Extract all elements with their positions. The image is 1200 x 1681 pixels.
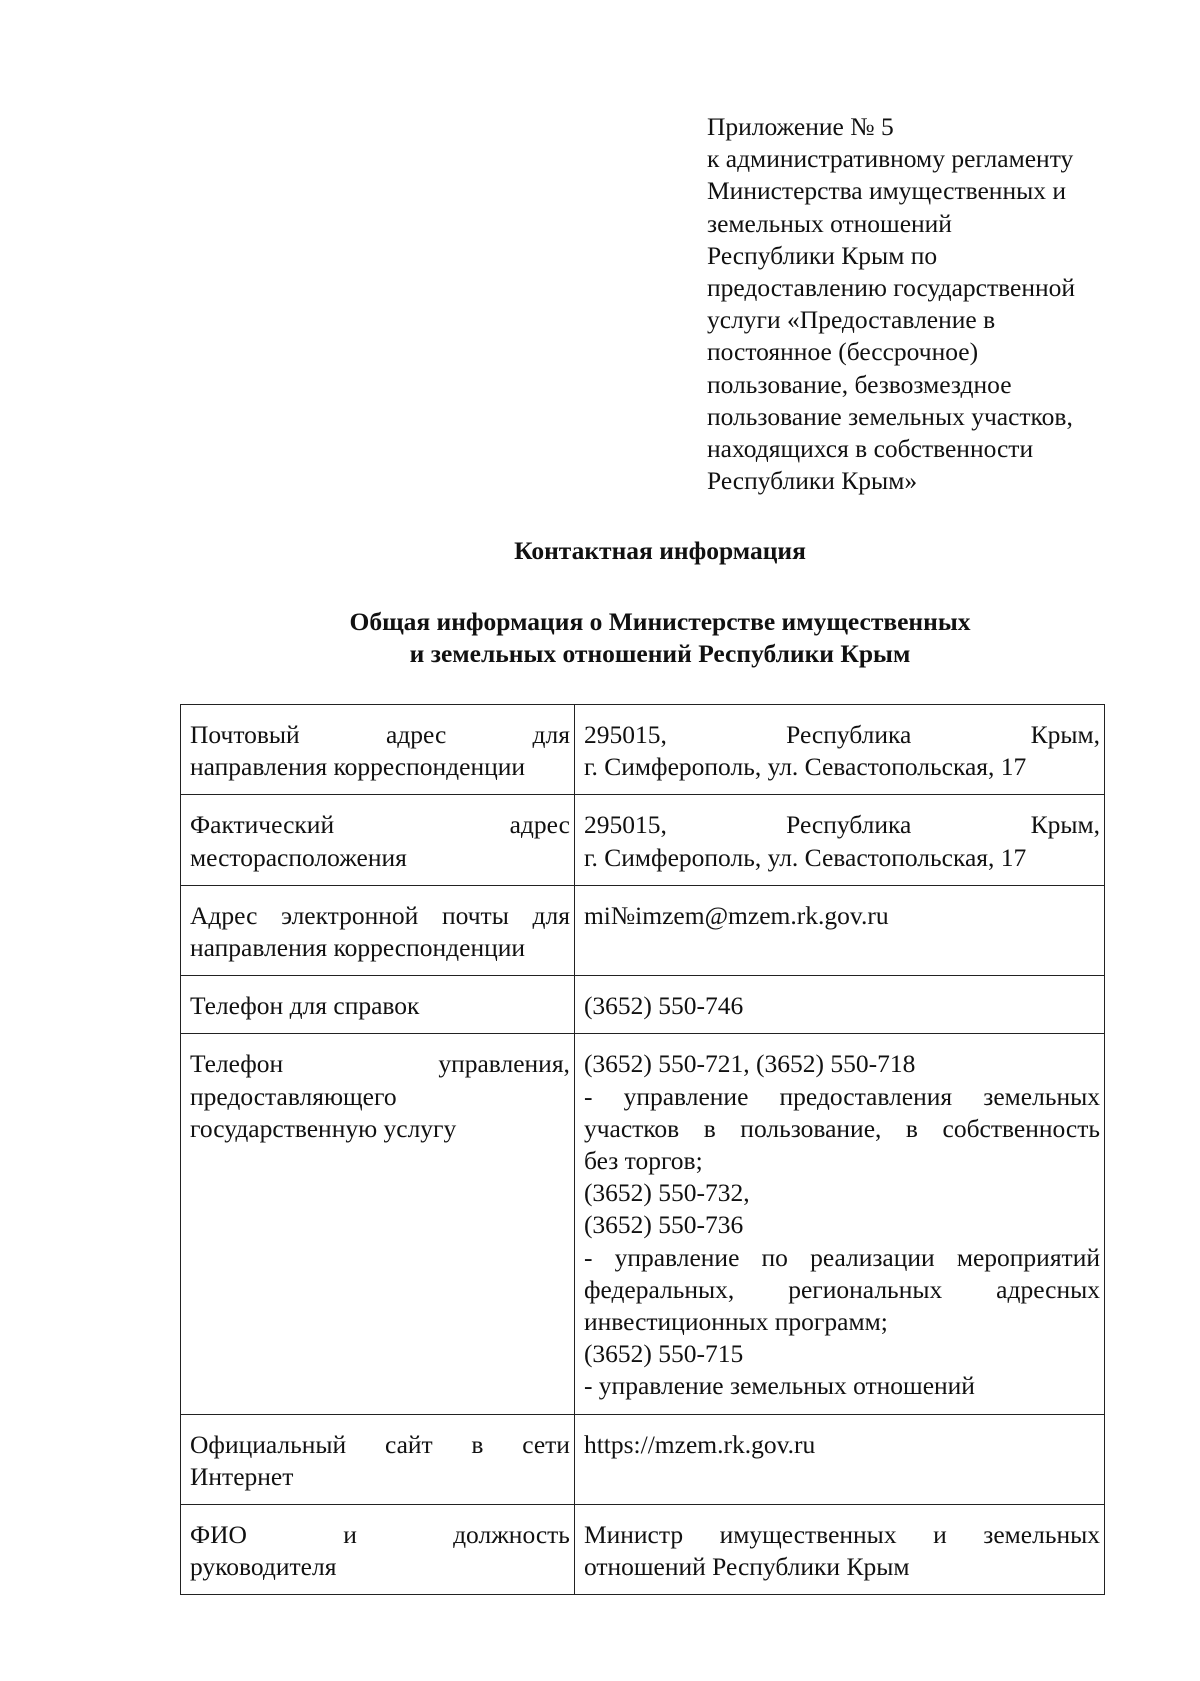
appendix-line: Министерства имущественных и	[707, 176, 1066, 206]
label-line: государственную услугу	[190, 1113, 457, 1143]
label-line: Интернет	[190, 1461, 294, 1491]
appendix-line: предоставлению государственной	[707, 273, 1076, 303]
value-line: - управление земельных отношений	[583, 1371, 975, 1401]
appendix-line: пользование земельных участков,	[707, 401, 1073, 431]
appendix-line: постоянное (бессрочное)	[707, 337, 979, 367]
value-line: - управление предоставления земельных	[583, 1081, 1100, 1111]
row-label	[181, 885, 575, 975]
document-subtitle	[0, 606, 1200, 670]
row-label	[181, 1034, 575, 1414]
row-value	[574, 1034, 1104, 1414]
subtitle-line-1: Общая информация о Министерстве имущественных	[349, 607, 971, 636]
email-value: mi№imzem@mzem.rk.gov.ru	[583, 900, 889, 930]
value-line: Министр имущественных и земельных	[583, 1520, 1100, 1550]
row-value	[574, 1414, 1104, 1504]
label-line: Адрес электронной почты для	[190, 900, 570, 930]
value-line: 295015, Республика Крым,	[583, 810, 1100, 840]
appendix-line: услуги «Предоставление в	[707, 305, 996, 335]
value-line: без торгов;	[583, 1146, 703, 1176]
value-line: (3652) 550-736	[583, 1210, 744, 1240]
label-line: Почтовый адрес для	[190, 720, 570, 749]
label-line: предоставляющего	[190, 1081, 397, 1111]
table-row-department-phones	[181, 1034, 1105, 1414]
table-row-head	[181, 1505, 1105, 1595]
subtitle-line-2: и земельных отношений Республики Крым	[409, 639, 911, 668]
appendix-header	[707, 111, 1127, 497]
table-row-website	[181, 1414, 1105, 1504]
row-value	[574, 705, 1104, 795]
label-line: Фактический адрес	[190, 810, 570, 840]
value-line: (3652) 550-732,	[583, 1178, 750, 1208]
table-row-email	[181, 885, 1105, 975]
appendix-line: к административному регламенту	[707, 144, 1074, 174]
table-row-phone-inquiries	[181, 976, 1105, 1034]
value-line: (3652) 550-715	[583, 1339, 744, 1369]
row-label	[181, 705, 575, 795]
label-line: направления корреспонденции	[190, 933, 526, 963]
label-line: Телефон управления,	[190, 1049, 570, 1079]
value-line: г. Симферополь, ул. Севастопольская, 17	[583, 752, 1027, 782]
value-line: отношений Республики Крым	[583, 1552, 910, 1582]
value-line: участков в пользование, в собственность	[583, 1113, 1100, 1143]
row-value	[574, 976, 1104, 1034]
label-line: месторасположения	[190, 842, 407, 872]
row-label	[181, 976, 575, 1034]
table-row-actual-address	[181, 795, 1105, 885]
row-value	[574, 885, 1104, 975]
value-line: г. Симферополь, ул. Севастопольская, 17	[583, 842, 1027, 872]
value-line: федеральных, региональных адресных	[583, 1274, 1100, 1304]
row-label	[181, 1414, 575, 1504]
label-line: руководителя	[190, 1552, 337, 1582]
appendix-line: пользование, безвозмездное	[707, 369, 1012, 399]
appendix-line: Приложение № 5	[707, 112, 894, 141]
label-line: Официальный сайт в сети	[190, 1429, 570, 1459]
website-value: https://mzem.rk.gov.ru	[583, 1429, 816, 1459]
label-line: Телефон для справок	[190, 991, 420, 1021]
phone-value: (3652) 550-746	[583, 991, 744, 1021]
contact-info-table	[180, 704, 1105, 1595]
value-line: инвестиционных программ;	[583, 1307, 888, 1337]
value-line: (3652) 550-721, (3652) 550-718	[583, 1049, 916, 1079]
value-line: 295015, Республика Крым,	[583, 720, 1100, 749]
row-label	[181, 795, 575, 885]
label-line: направления корреспонденции	[190, 752, 526, 782]
label-line: ФИО и должность	[190, 1520, 570, 1550]
table-row-postal-address	[181, 705, 1105, 795]
value-line: - управление по реализации мероприятий	[583, 1242, 1100, 1272]
document-title: Контактная информация	[514, 536, 806, 565]
row-value	[574, 795, 1104, 885]
appendix-line: Республики Крым по	[707, 240, 938, 270]
row-label	[181, 1505, 575, 1595]
appendix-line: Республики Крым»	[707, 466, 918, 496]
appendix-line: земельных отношений	[707, 208, 952, 238]
appendix-line: находящихся в собственности	[707, 434, 1034, 464]
row-value	[574, 1505, 1104, 1595]
